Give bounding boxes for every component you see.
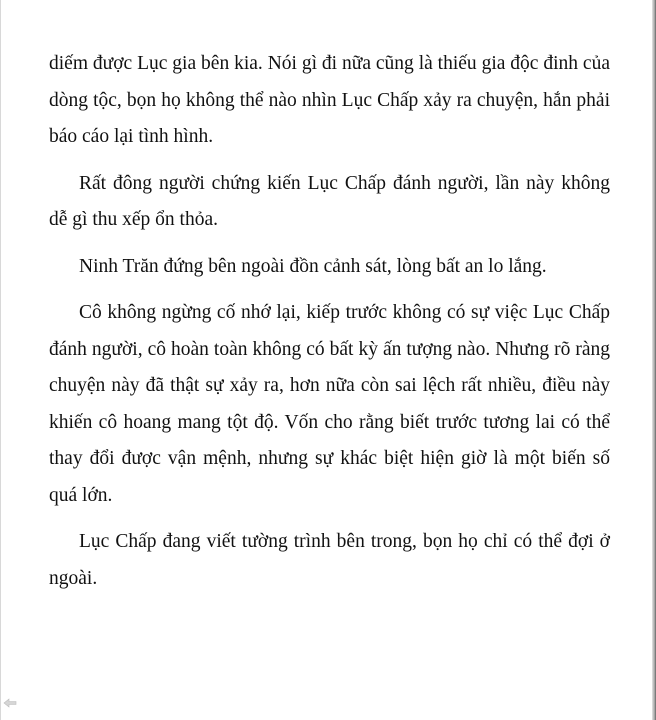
paragraph-4: Cô không ngừng cố nhớ lại, kiếp trước không có sự việc Lục Chấp đánh người, cô hoàn toàn không có bất kỳ ấn tượng nào. Nhưng rõ ràng chuyện này đã thật sự xảy ra, hơn nữa còn sai lệch rất nhiều, điều này khiến cô hoang mang tột độ. Vốn cho rằng biết trước tương lai có thể thay đổi được vận mệnh, nhưng sự khác biệt hiện giờ là một biến số quá lớn. [49,302,610,506]
paragraph-5: Lục Chấp đang viết tường trình bên trong, bọn họ chỉ có thể đợi ở ngoài. [49,531,610,589]
back-arrow-icon[interactable] [3,698,17,708]
paragraph-2: Rất đông người chứng kiến Lục Chấp đánh người, lần này không dễ gì thu xếp ổn thỏa. [49,172,610,230]
paragraph-3: Ninh Trăn đứng bên ngoài đồn cảnh sát, lòng bất an lo lắng. [79,255,547,277]
paragraph-1: diếm được Lục gia bên kia. Nói gì đi nữa cũng là thiếu gia độc đinh của dòng tộc, bọn họ không thể nào nhìn Lục Chấp xảy ra chuyện, hắn phải báo cáo lại tình hình. [49,53,610,147]
document-body [49,46,610,607]
